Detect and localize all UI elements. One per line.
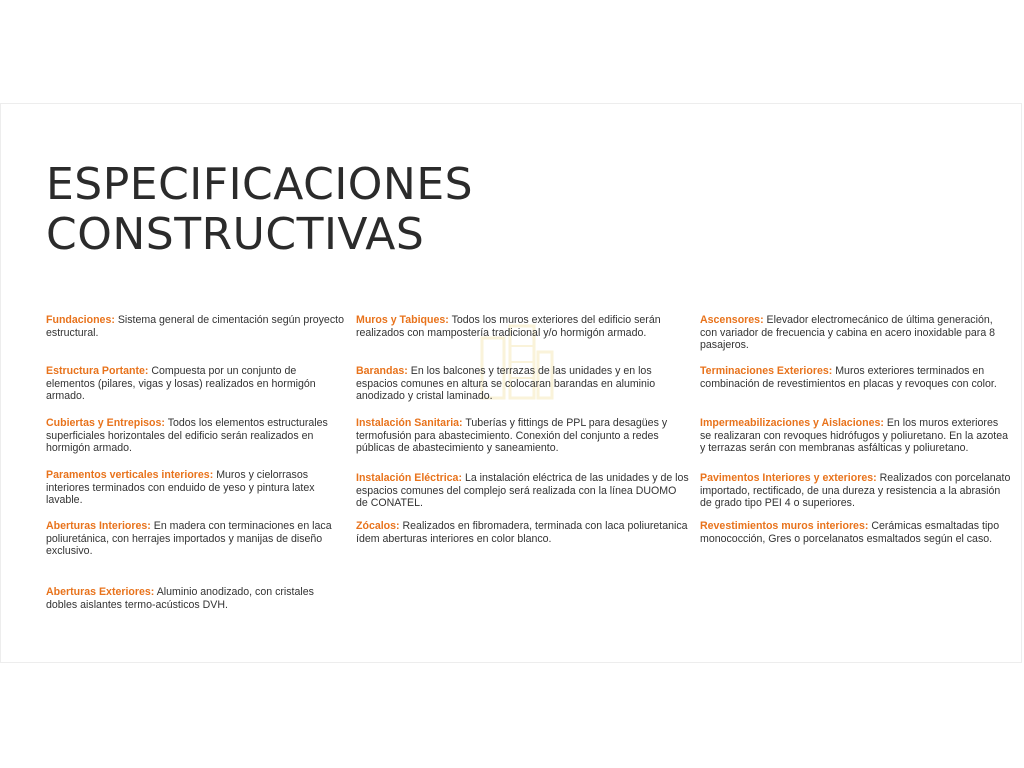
spec-item-estructura-portante: [46, 365, 344, 403]
spec-label: Muros y Tabiques:: [356, 314, 449, 326]
page-title-line-2: CONSTRUCTIVAS: [46, 209, 425, 260]
spec-text: Sistema general de cimentación según proyecto estructural.: [46, 314, 344, 339]
page-title-line-1: ESPECIFICACIONES: [46, 159, 474, 210]
spec-item-paramentos: [46, 469, 344, 507]
spec-item-fundaciones: [46, 314, 344, 339]
spec-item-aberturas-interiores: [46, 520, 344, 558]
spec-item-muros-tabiques: [356, 314, 690, 339]
spec-item-zocalos: [356, 520, 690, 545]
spec-text: Realizados con porcelanato importado, rectificado, de una dureza y resistencia a la abrasión de grado tipo PEI 4 o superiores.: [700, 472, 1011, 509]
spec-text: En madera con terminaciones en laca poliuretánica, con herrajes importados y manijas de diseño exclusivo.: [46, 520, 332, 557]
spec-text: Muros y cielorrasos interiores terminados con enduido de yeso y pintura latex lavable.: [46, 469, 315, 506]
spec-item-pavimentos: [700, 472, 1012, 510]
spec-text: Realizados en fibromadera, terminada con laca poliuretanica ídem aberturas interiores en color blanco.: [356, 520, 688, 545]
spec-label: Instalación Sanitaria:: [356, 417, 463, 429]
spec-text: La instalación eléctrica de las unidades y de los espacios comunes del complejo será realizada con la línea DUOMO de CONATEL.: [356, 472, 689, 509]
spec-item-revestimientos: [700, 520, 1012, 545]
spec-text: En los balcones y terrazas de las unidades y en los espacios comunes en altura se colocaran barandas en aluminio anodizado y cristal laminado.: [356, 365, 656, 402]
spec-label: Revestimientos muros interiores:: [700, 520, 869, 532]
spec-item-instalacion-sanitaria: [356, 417, 690, 455]
spec-text: Elevador electromecánico de última generación, con variador de frecuencia y cabina en acero inoxidable para 8 pasajeros.: [700, 314, 996, 351]
spec-item-barandas: [356, 365, 690, 403]
spec-text: Aluminio anodizado, con cristales dobles aislantes termo-acústicos DVH.: [46, 586, 314, 611]
spec-label: Aberturas Interiores:: [46, 520, 151, 532]
spec-text: Todos los muros exteriores del edificio serán realizados con mampostería tradicional y/o hormigón armado.: [356, 314, 661, 339]
page-title: [46, 160, 473, 260]
spec-text: Tuberías y fittings de PPL para desagües y termofusión para abastecimiento. Conexión del conjunto a redes públicas de abastecimiento y saneamiento.: [356, 417, 668, 454]
spec-label: Instalación Eléctrica:: [356, 472, 462, 484]
spec-text: Compuesta por un conjunto de elementos (pilares, vigas y losas) realizados en hormigón armado.: [46, 365, 316, 402]
spec-item-aberturas-exteriores: [46, 586, 344, 611]
spec-label: Paramentos verticales interiores:: [46, 469, 214, 481]
spec-item-cubiertas: [46, 417, 344, 455]
spec-label: Terminaciones Exteriores:: [700, 365, 833, 377]
spec-text: Todos los elementos estructurales superficiales horizontales del edificio serán realizados en hormigón armado.: [46, 417, 328, 454]
spec-text: Cerámicas esmaltadas tipo monococción, Gres o porcelanatos esmaltados según el caso.: [700, 520, 1000, 545]
spec-label: Aberturas Exteriores:: [46, 586, 155, 598]
spec-item-instalacion-electrica: [356, 472, 690, 510]
spec-label: Cubiertas y Entrepisos:: [46, 417, 165, 429]
spec-label: Pavimentos Interiores y exteriores:: [700, 472, 877, 484]
spec-label: Estructura Portante:: [46, 365, 149, 377]
spec-label: Impermeabilizaciones y Aislaciones:: [700, 417, 884, 429]
spec-text: Muros exteriores terminados en combinación de revestimientos en placas y revoques con color.: [700, 365, 997, 390]
spec-label: Barandas:: [356, 365, 408, 377]
spec-label: Fundaciones:: [46, 314, 115, 326]
spec-item-ascensores: [700, 314, 1012, 352]
spec-label: Zócalos:: [356, 520, 400, 532]
spec-text: En los muros exteriores se realizaran con revoques hidrófugos y poliuretano. En la azotea y terrazas serán con membranas asfálticas y poliuretano.: [700, 417, 1008, 454]
spec-item-terminaciones-exteriores: [700, 365, 1012, 390]
spec-item-impermeabilizaciones: [700, 417, 1012, 455]
spec-label: Ascensores:: [700, 314, 764, 326]
